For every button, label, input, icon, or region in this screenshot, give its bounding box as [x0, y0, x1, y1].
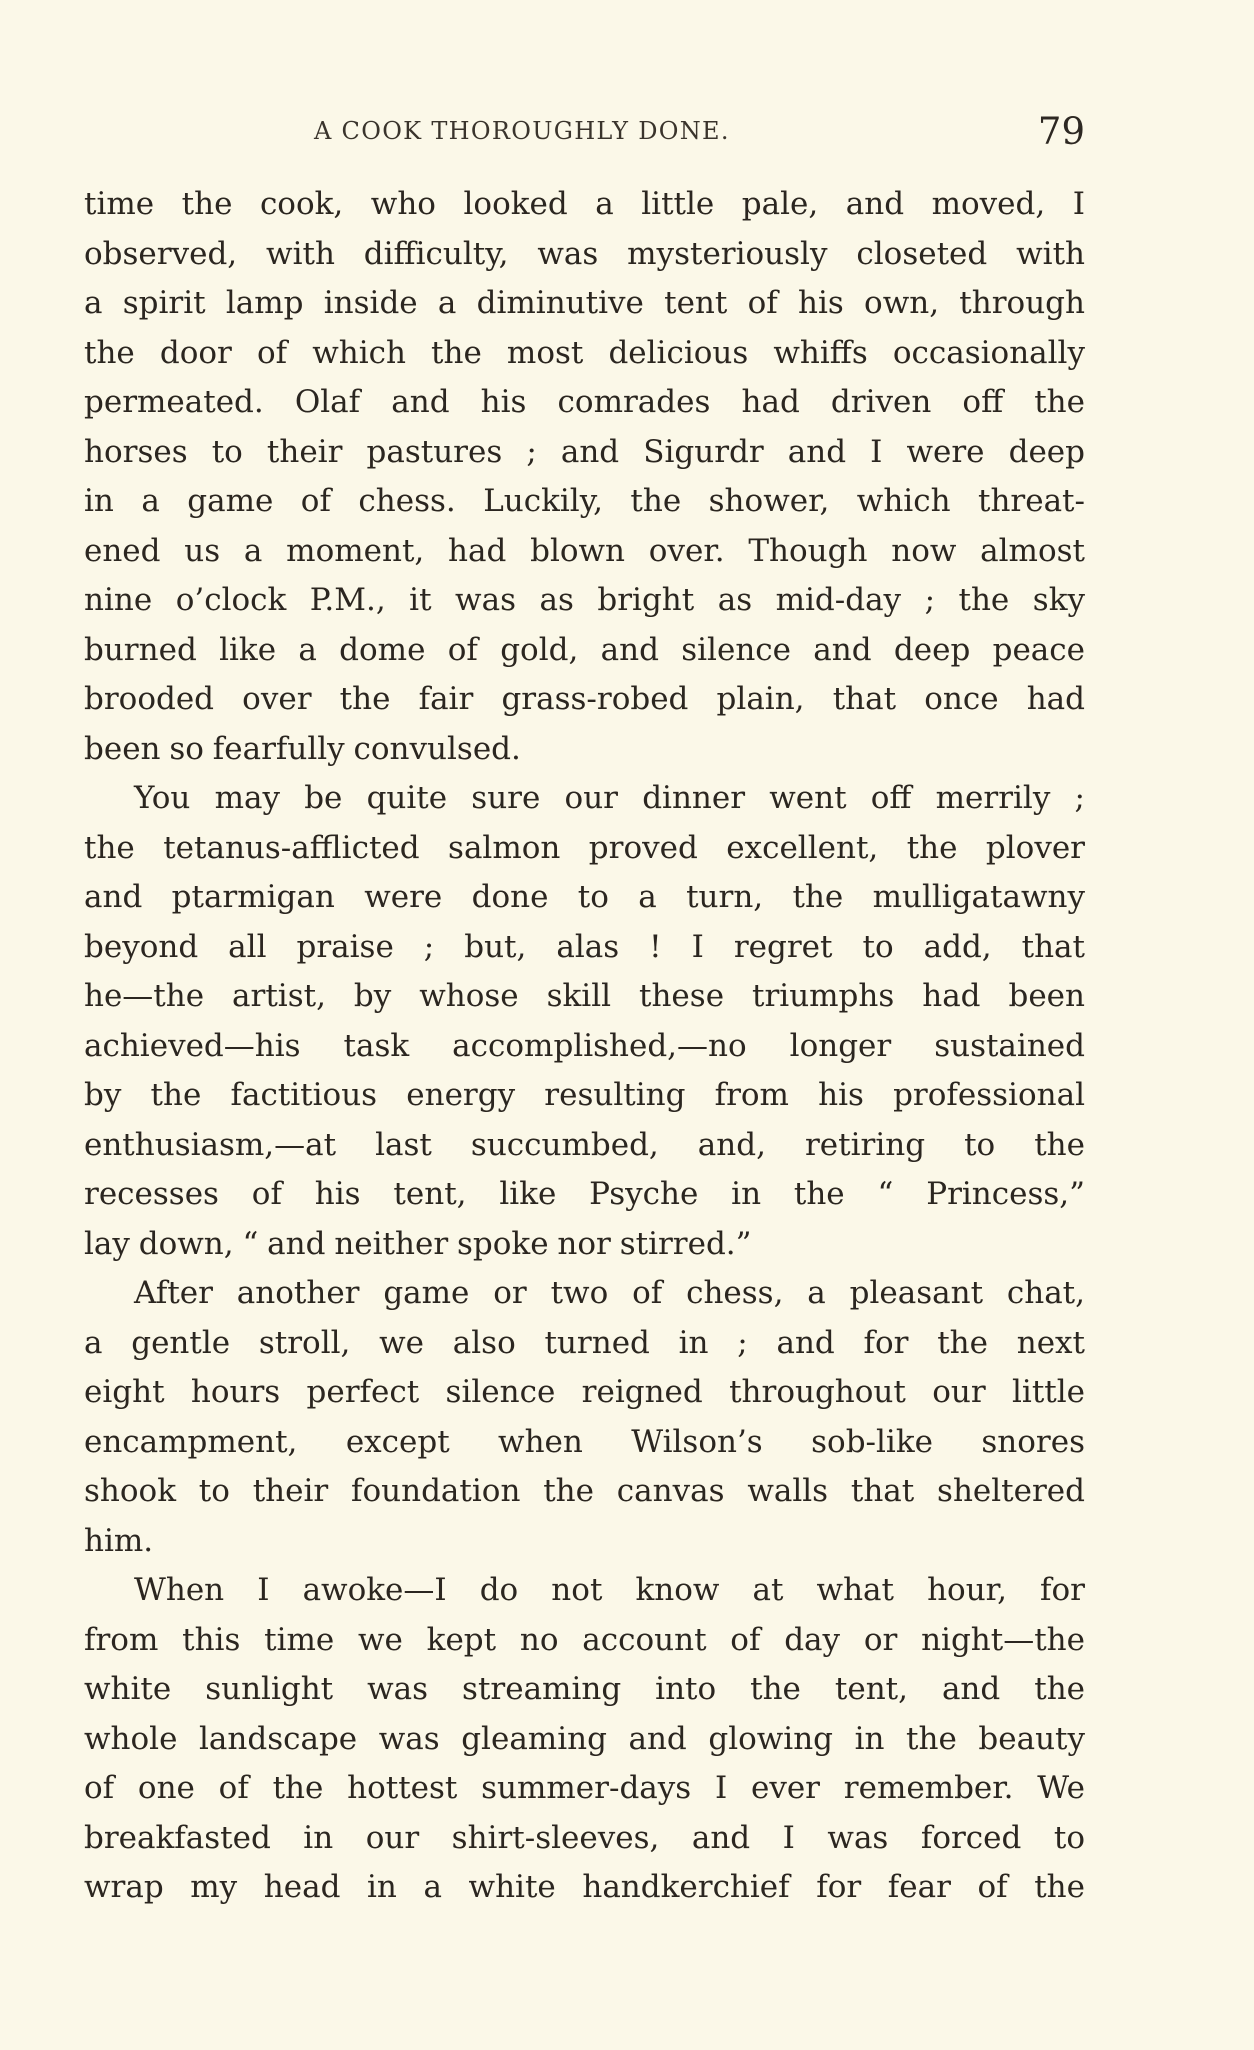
- text-line: enthusiasm,—at last succumbed, and, retiring to the: [84, 1126, 1085, 1163]
- text-line: white sunlight was streaming into the tent, and the: [84, 1671, 1085, 1707]
- text-line: horses to their pastures ; and Sigurdr and I were deep: [84, 433, 1085, 470]
- paragraph: [84, 1566, 1085, 1913]
- text-line: whole landscape was gleaming and glowing in the beauty: [84, 1720, 1085, 1757]
- text-line: You may be quite sure our dinner went off merrily ;: [134, 780, 1085, 816]
- text-line: beyond all praise ; but, alas ! I regret to add, that: [84, 928, 1085, 965]
- page-number: 79: [1037, 110, 1085, 153]
- text-line: eight hours perfect silence reigned throughout our little: [84, 1374, 1085, 1410]
- text-line: a spirit lamp inside a diminutive tent of his own, through: [84, 285, 1085, 321]
- text-line: observed, with difficulty, was mysteriously closeted with: [84, 235, 1085, 272]
- text-line: After another game or two of chess, a pleasant chat,: [134, 1275, 1085, 1311]
- running-head: [84, 110, 1085, 170]
- text-line: by the factitious energy resulting from his professional: [84, 1077, 1085, 1113]
- text-line: ened us a moment, had blown over. Though now almost: [84, 532, 1085, 569]
- text-line: from this time we kept no account of day or night—the: [84, 1621, 1085, 1658]
- body-text: [84, 180, 1085, 1913]
- text-line: he—the artist, by whose skill these triumphs had been: [84, 978, 1085, 1014]
- text-line: burned like a dome of gold, and silence and deep peace: [84, 631, 1085, 668]
- text-line: been so fearfully convulsed.: [84, 730, 521, 767]
- text-line: shook to their foundation the canvas walls that sheltered: [84, 1473, 1085, 1509]
- text-line: time the cook, who looked a little pale, and moved, I: [84, 186, 1085, 222]
- book-page: [84, 110, 1085, 1913]
- text-line: him.: [84, 1522, 154, 1559]
- text-line: of one of the hottest summer-days I ever remember. We: [84, 1770, 1085, 1806]
- text-line: the tetanus-afflicted salmon proved excellent, the plover: [84, 829, 1085, 866]
- text-line: nine o’clock P.M., it was as bright as mid-day ; the sky: [84, 582, 1085, 618]
- text-line: permeated. Olaf and his comrades had driven off the: [84, 384, 1085, 420]
- text-line: When I awoke—I do not know at what hour, for: [134, 1572, 1085, 1608]
- text-line: achieved—his task accomplished,—no longer sustained: [84, 1027, 1085, 1064]
- paragraph: [84, 180, 1085, 774]
- text-line: brooded over the fair grass-robed plain, that once had: [84, 681, 1085, 717]
- text-line: breakfasted in our shirt-sleeves, and I was forced to: [84, 1819, 1085, 1856]
- text-line: recesses of his tent, like Psyche in the “ Princess,”: [84, 1176, 1085, 1212]
- text-line: the door of which the most delicious whiffs occasionally: [84, 334, 1085, 371]
- running-title: A COOK THOROUGHLY DONE.: [314, 117, 730, 145]
- text-line: in a game of chess. Luckily, the shower, which threat-: [84, 483, 1085, 519]
- text-line: and ptarmigan were done to a turn, the mulligatawny: [84, 879, 1085, 915]
- text-line: lay down, “ and neither spoke nor stirred.”: [84, 1225, 752, 1262]
- paragraph: [84, 1269, 1085, 1566]
- text-line: encampment, except when Wilson’s sob-like snores: [84, 1423, 1085, 1460]
- paragraph: [84, 774, 1085, 1269]
- text-line: a gentle stroll, we also turned in ; and for the next: [84, 1324, 1085, 1361]
- text-line: wrap my head in a white handkerchief for fear of the: [84, 1869, 1085, 1905]
